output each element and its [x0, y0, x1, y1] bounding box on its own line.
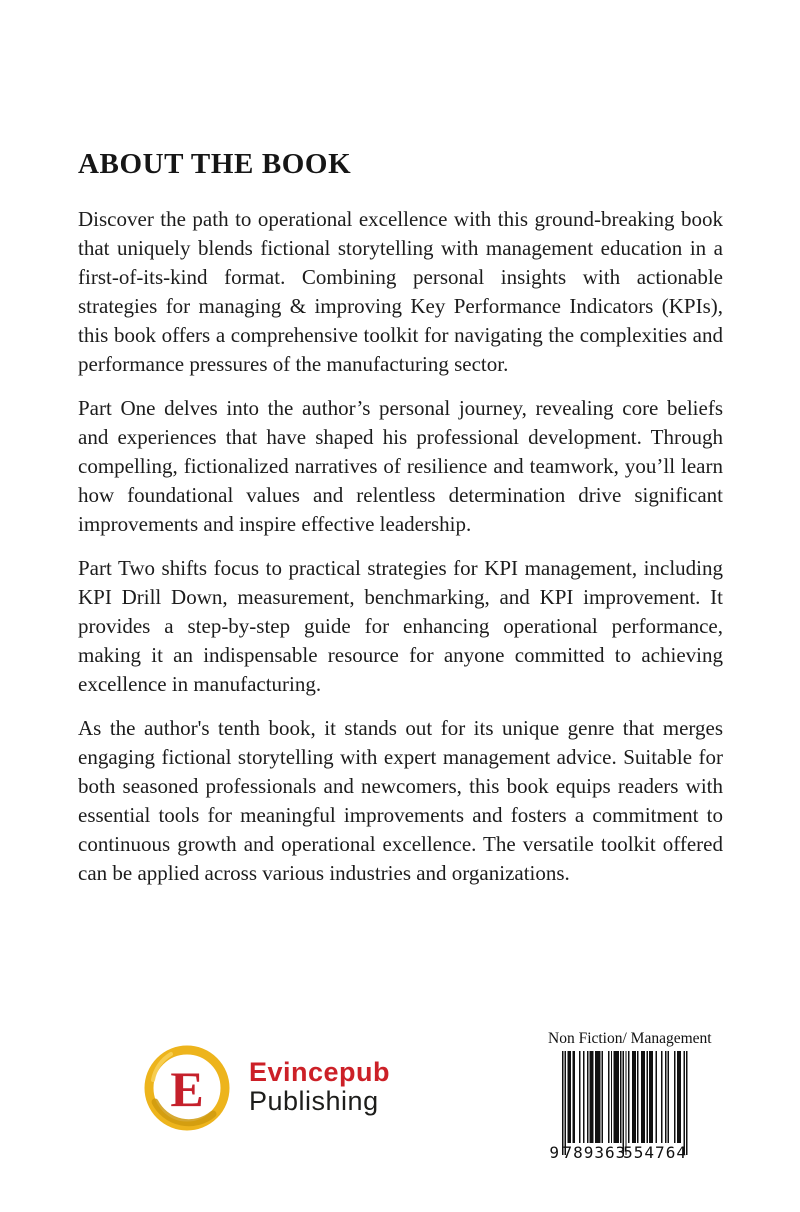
category-label: Non Fiction/ Management [548, 1030, 712, 1047]
logo-monogram: E [170, 1061, 204, 1117]
logo-ring-icon [141, 1042, 233, 1134]
about-paragraph-3: Part Two shifts focus to practical strategies for KPI management, including KPI Drill Down, measurement, benchmarking, and KPI improvement. It provides a step-by-step guide for enhancing operational performance, making it an indispensable resource for anyone committed to achieving excellence in manufacturing. [78, 556, 723, 696]
about-section [78, 150, 723, 903]
svg-text:789363: 789363 [562, 1143, 627, 1162]
publisher-logo [141, 1042, 390, 1134]
about-paragraph-2: Part One delves into the author’s personal journey, revealing core beliefs and experiences that have shaped his professional development. Through compelling, fictionalized narratives of resilience and teamwork, you’ll learn how foundational values and relentless determination drive significant improvements and inspire effective leadership. [78, 396, 723, 536]
publisher-name: Evincepub [249, 1057, 391, 1087]
about-paragraph-4: As the author's tenth book, it stands out for its unique genre that merges engaging fictional storytelling with expert management advice. Suitable for both seasoned professionals and newcomers, this book equips readers with essential tools for meaningful improvements and fosters a commitment to continuous growth and operational excellence. The versatile toolkit offered can be applied across various industries and organizations. [78, 716, 723, 885]
svg-text:9: 9 [549, 1143, 559, 1162]
publisher-tagline: Publishing [249, 1086, 379, 1116]
about-heading: ABOUT THE BOOK [78, 148, 352, 180]
barcode-section [548, 1030, 712, 1163]
about-paragraph-1: Discover the path to operational excellence with this ground-breaking book that uniquely blends fictional storytelling with management education in a first-of-its-kind format. Combining personal insights with actionable strategies for managing & improving Key Performance Indicators (KPIs), this book offers a comprehensive toolkit for navigating the complexities and performance pressures of the manufacturing sector. [78, 207, 723, 376]
svg-text:554764: 554764 [623, 1143, 687, 1162]
publisher-wordmark [249, 1042, 390, 1115]
ean13-barcode [548, 1051, 690, 1163]
